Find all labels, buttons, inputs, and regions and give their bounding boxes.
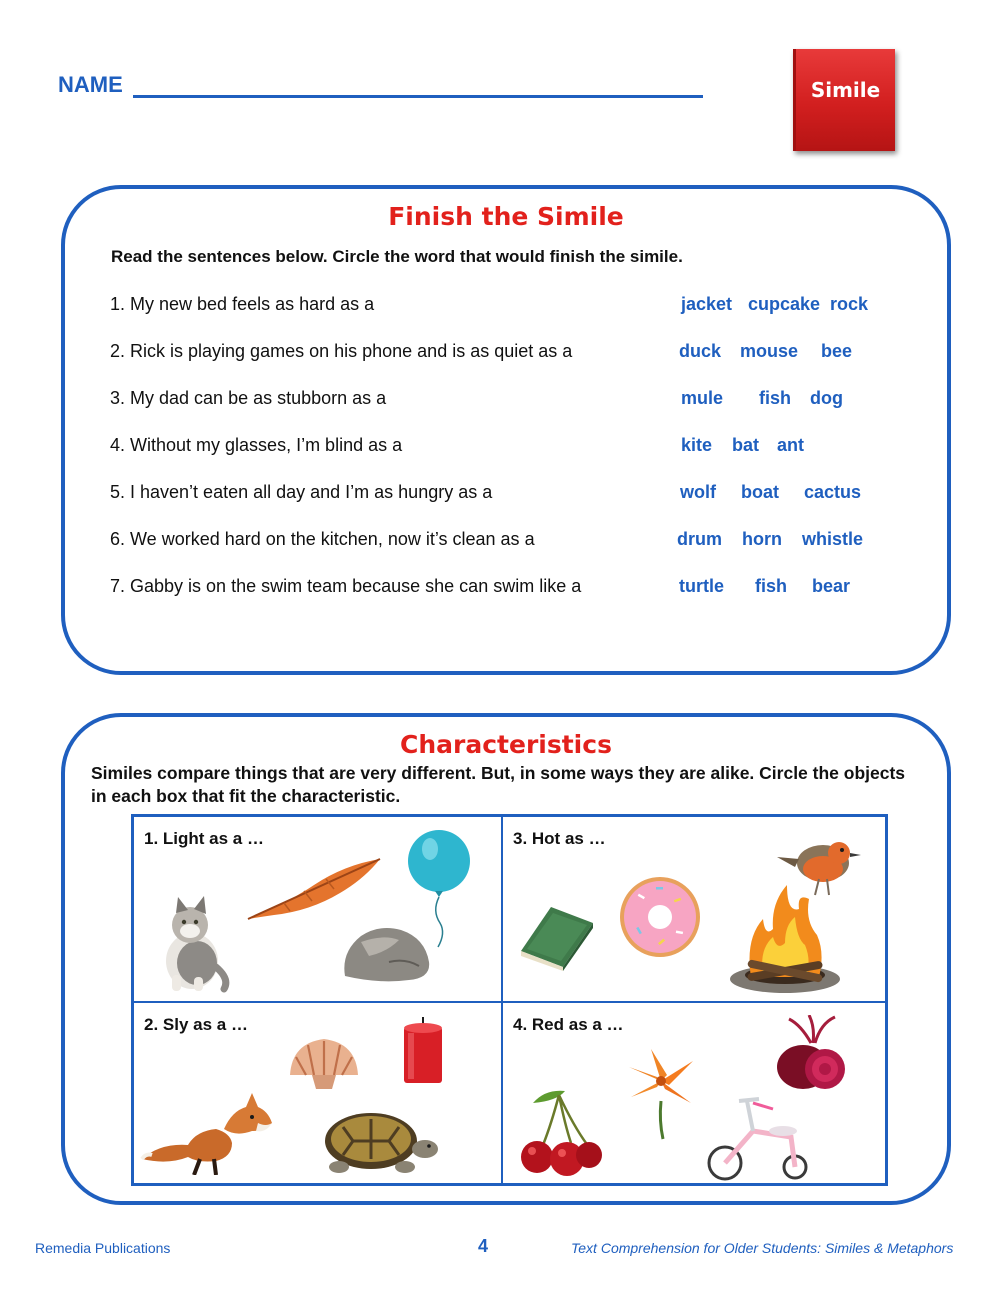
feather-icon[interactable]	[244, 855, 384, 925]
answer-option[interactable]: rock	[830, 294, 869, 314]
panel-title: Finish the Simile	[388, 202, 624, 231]
answer-option[interactable]: bat	[732, 435, 759, 455]
answer-option[interactable]: wolf	[680, 482, 716, 502]
answer-option[interactable]: duck	[679, 341, 722, 361]
answer-option[interactable]: kite	[681, 435, 713, 455]
fox-icon[interactable]	[138, 1087, 278, 1175]
question-row	[110, 576, 910, 598]
answer-option[interactable]: bear	[812, 576, 851, 596]
question-row	[110, 435, 910, 457]
question-text: 6. We worked hard on the kitchen, now it’s clean as a	[110, 529, 535, 549]
answer-option[interactable]: horn	[742, 529, 782, 549]
answer-option[interactable]: mouse	[740, 341, 799, 361]
turtle-icon[interactable]	[309, 1101, 439, 1175]
lily-icon[interactable]	[621, 1041, 701, 1141]
question-row	[110, 294, 910, 316]
answer-option[interactable]: fish	[755, 576, 788, 596]
beet-icon[interactable]	[771, 1015, 851, 1095]
answer-option[interactable]: ant	[777, 435, 804, 455]
box-label: 4. Red as a …	[513, 1015, 624, 1034]
box-label: 1. Light as a …	[144, 829, 264, 848]
box-label: 3. Hot as …	[513, 829, 606, 848]
answer-option[interactable]: cactus	[804, 482, 862, 502]
question-text: 5. I haven’t eaten all day and I’m as hungry as a	[110, 482, 493, 502]
campfire-icon[interactable]	[725, 879, 845, 997]
finish-simile-panel	[61, 185, 951, 675]
book-icon[interactable]	[517, 901, 597, 971]
donut-icon[interactable]	[618, 875, 702, 959]
intro-text: Similes compare things that are very different. But, in some ways they are alike. Circle the objects in each box that fit the characteristic.	[91, 763, 906, 806]
answer-option[interactable]: bee	[821, 341, 853, 361]
question-text: 7. Gabby is on the swim team because she can swim like a	[110, 576, 582, 596]
answer-option[interactable]: boat	[741, 482, 779, 502]
footer-publisher: Remedia Publications	[35, 1240, 171, 1256]
cherries-icon[interactable]	[515, 1085, 605, 1181]
candle-icon[interactable]	[400, 1015, 446, 1087]
answer-option[interactable]: fish	[759, 388, 792, 408]
question-row	[110, 482, 910, 504]
question-text: 4. Without my glasses, I’m blind as a	[110, 435, 403, 455]
picture-grid	[131, 814, 888, 1186]
question-text: 1. My new bed feels as hard as a	[110, 294, 375, 314]
box-sly	[134, 1003, 503, 1183]
question-text: 3. My dad can be as stubborn as a	[110, 388, 387, 408]
box-red	[503, 1003, 885, 1183]
answer-option[interactable]: mule	[681, 388, 724, 408]
question-row	[110, 529, 910, 551]
panel-title: Characteristics	[400, 730, 612, 759]
simile-book-icon	[793, 49, 895, 151]
answer-option[interactable]: cupcake	[748, 294, 821, 314]
answer-option[interactable]: jacket	[681, 294, 733, 314]
tricycle-icon[interactable]	[703, 1091, 823, 1183]
rock-icon[interactable]	[339, 922, 434, 984]
question-row	[110, 388, 910, 410]
answer-option[interactable]: turtle	[679, 576, 724, 596]
box-label: 2. Sly as a …	[144, 1015, 248, 1034]
name-line[interactable]	[133, 95, 703, 98]
footer-page-number: 4	[478, 1236, 489, 1256]
answer-option[interactable]: whistle	[802, 529, 864, 549]
book-label: Simile	[810, 78, 881, 102]
footer-book-title: Text Comprehension for Older Students: Similes & Metaphors	[571, 1240, 954, 1256]
instructions: Read the sentences below. Circle the word that would finish the simile.	[111, 247, 683, 266]
question-text: 2. Rick is playing games on his phone and is as quiet as a	[110, 341, 573, 361]
cat-icon[interactable]	[142, 893, 232, 993]
seashell-icon[interactable]	[284, 1035, 364, 1095]
characteristics-panel	[61, 713, 951, 1205]
answer-option[interactable]: drum	[677, 529, 722, 549]
box-light	[134, 817, 503, 1003]
answer-option[interactable]: dog	[810, 388, 843, 408]
name-label: NAME	[58, 72, 123, 97]
question-row	[110, 341, 910, 363]
box-hot	[503, 817, 885, 1003]
